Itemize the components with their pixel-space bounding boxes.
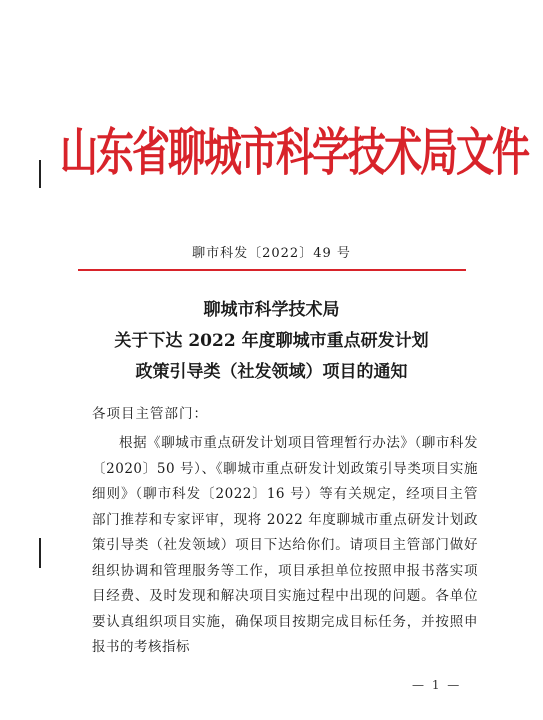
notice-title bbox=[0, 295, 543, 388]
document-masthead: 山东省聊城市科学技术局文件 bbox=[60, 121, 529, 183]
document-number: 聊市科发〔2022〕49 号 bbox=[192, 246, 351, 261]
red-divider bbox=[78, 269, 466, 271]
page-number: — 1 — bbox=[412, 678, 462, 692]
title-line-1: 聊城市科学技术局 bbox=[203, 300, 340, 320]
scan-mark-top bbox=[39, 160, 41, 188]
scan-mark-bottom bbox=[39, 538, 41, 568]
title-line-2: 关于下达 2022 年度聊城市重点研发计划 bbox=[114, 331, 429, 351]
title-line-3: 政策引导类（社发领域）项目的通知 bbox=[135, 362, 408, 382]
body-paragraph: 根据《聊城市重点研发计划项目管理暂行办法》（聊市科发〔2020〕50 号）、《聊城市重点研发计划政策引导类项目实施细则》（聊市科发〔2022〕16 号）等有关规定，经项目主管部门推荐和专家评审，现将 2022 年度聊城市重点研发计划政策引导类（社发领域）项目下达给你们。请项目主管部门做好组织协调和管理服务等工作，项目承担单位按照申报书落实项目经费、及时发现和解决项目实施过程中出现的问题。各单位要认真组织项目实施，确保项目按期完成目标任务，并按照申报书的考核指标 bbox=[92, 435, 478, 655]
body-text bbox=[92, 431, 478, 661]
salutation: 各项目主管部门： bbox=[92, 406, 208, 422]
